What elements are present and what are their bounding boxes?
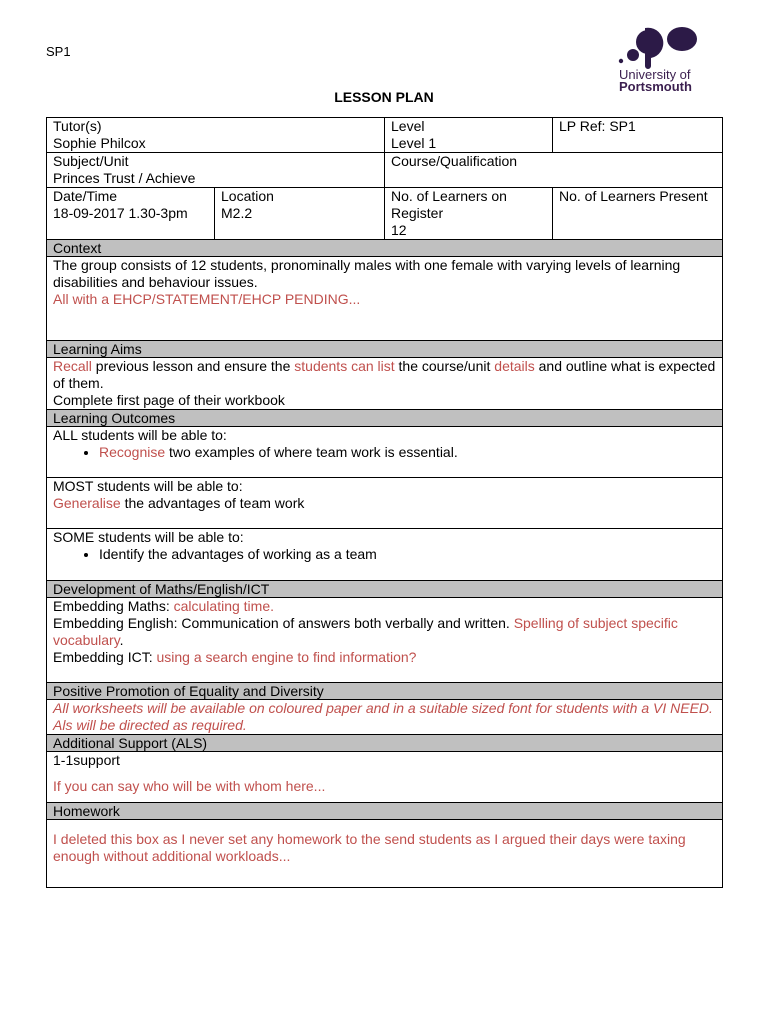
support-heading: Additional Support (ALS) bbox=[47, 735, 723, 752]
subject-cell bbox=[47, 153, 385, 188]
outcomes-all-label: ALL students will be able to: bbox=[53, 427, 227, 443]
equality-text: All worksheets will be available on coloured paper and in a suitable sized font for students with a VI NEED. Als will be directed as required. bbox=[47, 700, 723, 735]
ict-label: Embedding ICT: bbox=[53, 649, 157, 665]
page-code: SP1 bbox=[46, 44, 71, 59]
page-title: LESSON PLAN bbox=[334, 89, 434, 105]
outcomes-most-text: the advantages of team work bbox=[120, 495, 305, 511]
development-body bbox=[47, 598, 723, 683]
outcomes-some bbox=[47, 529, 723, 581]
logo-dots-icon bbox=[618, 26, 718, 70]
logo-line2: Portsmouth bbox=[619, 79, 692, 94]
subject-value: Princes Trust / Achieve bbox=[53, 170, 196, 186]
lesson-plan-table bbox=[46, 117, 723, 888]
location-label: Location bbox=[221, 188, 274, 204]
outcomes-all-text: two examples of where team work is essential. bbox=[165, 444, 458, 460]
location-cell bbox=[215, 188, 385, 240]
date-value: 18-09-2017 1.30-3pm bbox=[53, 205, 188, 221]
university-logo bbox=[618, 26, 718, 96]
maths-label: Embedding Maths: bbox=[53, 598, 174, 614]
learners-present-label: No. of Learners Present bbox=[559, 188, 708, 204]
english-value: Spelling of subject specific vocabulary bbox=[53, 615, 678, 648]
homework-text: I deleted this box as I never set any homework to the send students as I argued their days were taxing enough without additional workloads... bbox=[53, 831, 686, 864]
learners-register-value: 12 bbox=[391, 222, 407, 238]
english-label: Embedding English: Communication of answers both verbally and written. bbox=[53, 615, 514, 631]
logo-line1: University of bbox=[619, 67, 691, 82]
outcomes-some-item: • Identify the advantages of working as a team bbox=[99, 546, 716, 563]
outcomes-all-item bbox=[99, 444, 716, 461]
homework-heading: Homework bbox=[47, 803, 723, 820]
learners-register-cell bbox=[385, 188, 553, 240]
level-value: Level 1 bbox=[391, 135, 437, 151]
outcomes-most-label: MOST students will be able to: bbox=[53, 478, 243, 494]
aims-text3: and outline what is expected of them. bbox=[53, 358, 716, 391]
date-cell bbox=[47, 188, 215, 240]
support-line2: If you can say who will be with whom here... bbox=[53, 778, 326, 794]
context-heading: Context bbox=[47, 240, 723, 257]
outcomes-all bbox=[47, 427, 723, 478]
level-label: Level bbox=[391, 118, 425, 134]
context-text: The group consists of 12 students, pronominally males with one female with varying levels of learning disabilities and behaviour issues. bbox=[53, 257, 681, 290]
aims-heading: Learning Aims bbox=[47, 341, 723, 358]
outcomes-heading: Learning Outcomes bbox=[47, 410, 723, 427]
aims-line1 bbox=[53, 358, 716, 392]
equality-heading: Positive Promotion of Equality and Diversity bbox=[47, 683, 723, 700]
aims-recall: Recall bbox=[53, 358, 92, 374]
course-label: Course/Qualification bbox=[391, 153, 518, 169]
learners-present-cell bbox=[553, 188, 723, 240]
aims-text2: the course/unit bbox=[394, 358, 495, 374]
lpref-value: LP Ref: SP1 bbox=[559, 118, 636, 134]
date-label: Date/Time bbox=[53, 188, 118, 204]
outcomes-generalise: Generalise bbox=[53, 495, 121, 511]
course-cell bbox=[385, 153, 723, 188]
outcomes-most bbox=[47, 478, 723, 529]
tutor-label: Tutor(s) bbox=[53, 118, 102, 134]
aims-line2: Complete first page of their workbook bbox=[53, 392, 285, 408]
level-cell bbox=[385, 118, 553, 153]
support-line1: 1-1support bbox=[53, 752, 120, 768]
aims-body bbox=[47, 358, 723, 410]
ict-value: using a search engine to find information? bbox=[156, 649, 417, 665]
maths-value: calculating time. bbox=[173, 598, 275, 614]
aims-text1: previous lesson and ensure the bbox=[91, 358, 295, 374]
context-note: All with a EHCP/STATEMENT/EHCP PENDING... bbox=[53, 291, 361, 307]
aims-students-list: students can list bbox=[294, 358, 395, 374]
development-heading: Development of Maths/English/ICT bbox=[47, 581, 723, 598]
tutor-cell bbox=[47, 118, 385, 153]
support-body bbox=[47, 752, 723, 803]
outcomes-recognise: Recognise bbox=[99, 444, 166, 460]
location-value: M2.2 bbox=[221, 205, 253, 221]
context-body bbox=[47, 257, 723, 341]
aims-details: details bbox=[494, 358, 535, 374]
learners-register-label: No. of Learners on Register bbox=[391, 188, 507, 221]
homework-body bbox=[47, 820, 723, 888]
outcomes-some-label: SOME students will be able to: bbox=[53, 529, 244, 545]
lpref-cell bbox=[553, 118, 723, 153]
tutor-value: Sophie Philcox bbox=[53, 135, 146, 151]
english-end: . bbox=[119, 632, 124, 648]
subject-label: Subject/Unit bbox=[53, 153, 129, 169]
